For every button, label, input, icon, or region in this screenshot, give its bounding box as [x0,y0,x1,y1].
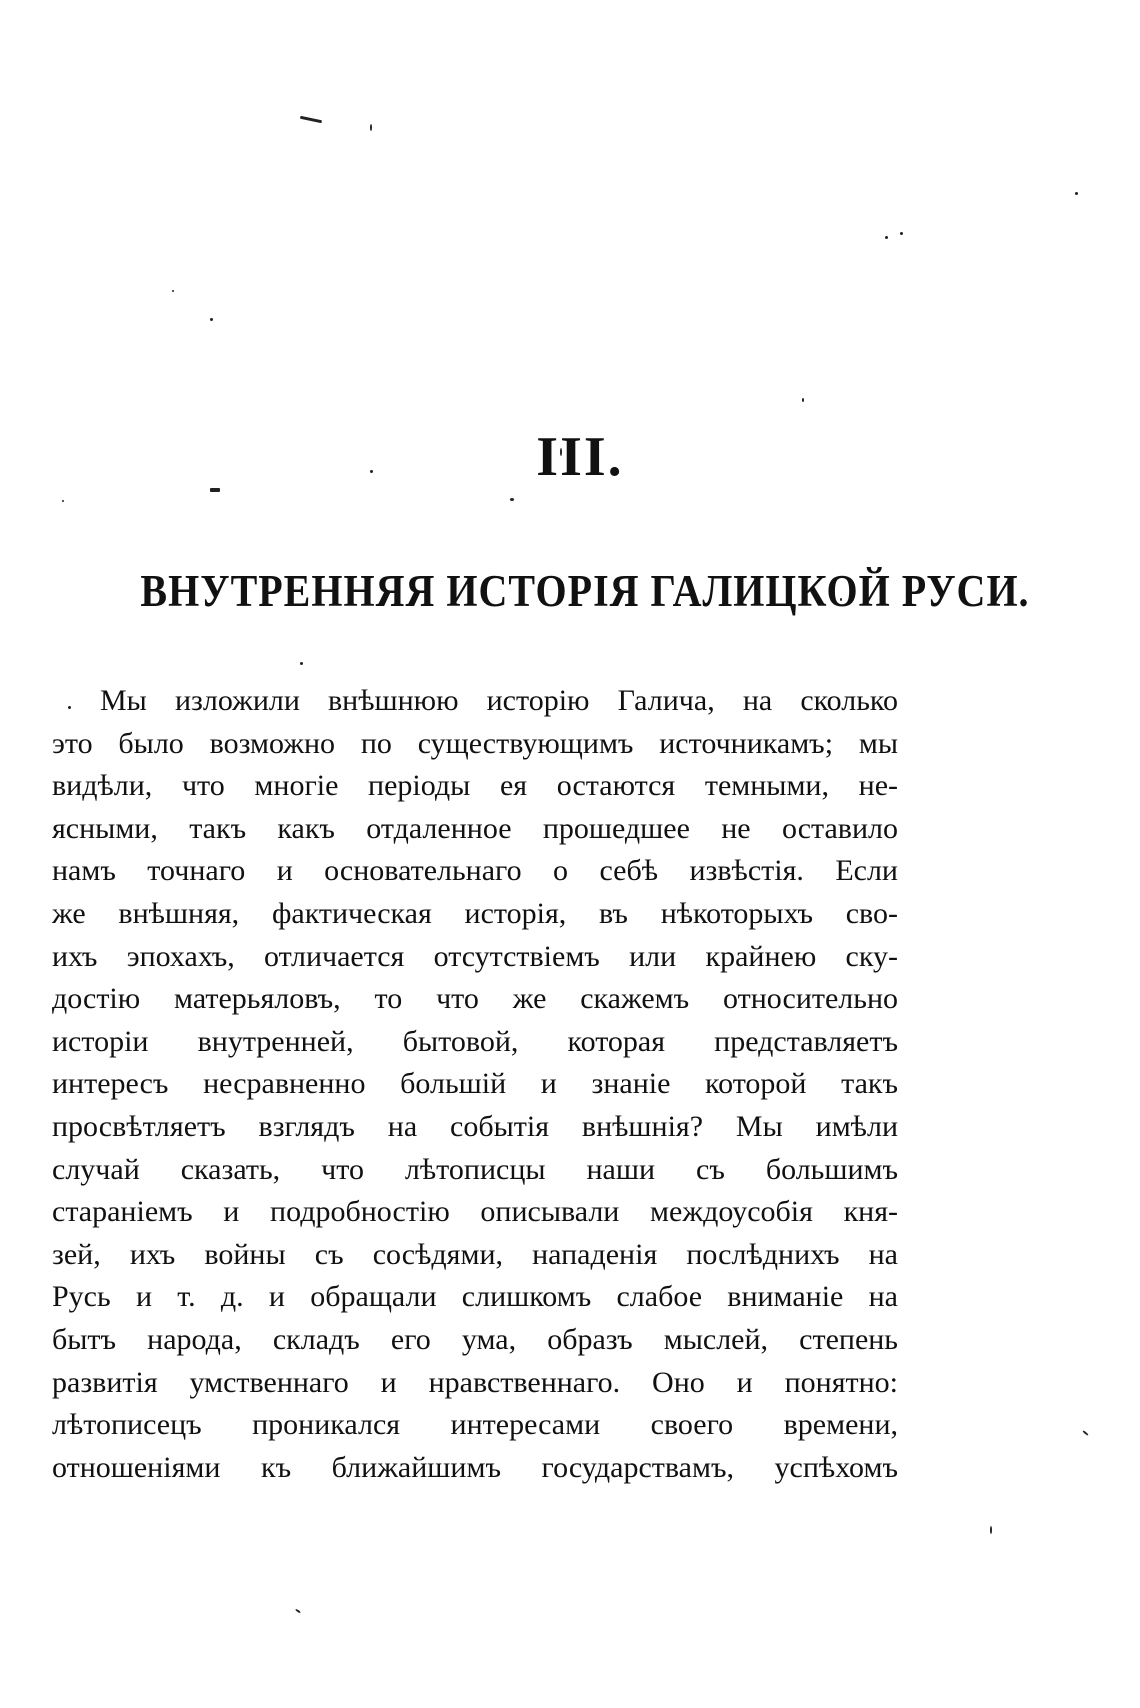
text-line: ясными, такъ какъ отдаленное прошедшее не оставило [52,811,898,845]
print-speck [300,662,303,665]
text-line: отношеніями къ ближайшимъ государствамъ, успѣхомъ [52,1450,898,1484]
text-line: зей, ихъ войны съ сосѣдями, нападенія послѣднихъ на [52,1237,898,1271]
print-speck [510,498,514,501]
chapter-number: III. [536,426,624,488]
print-speck [210,318,213,321]
text-line: просвѣтляетъ взглядъ на событія внѣшнія? Мы имѣли [52,1109,898,1143]
print-speck [802,398,804,402]
body-text [52,680,898,1489]
text-line: ихъ эпохахъ, отличается отсутствіемъ или крайнею ску- [52,939,898,973]
print-speck [370,124,372,131]
text-line: стараніемъ и подробностію описывали междоусобія кня- [52,1195,898,1229]
print-speck [900,232,903,235]
print-speck [300,116,322,124]
text-line: лѣтописецъ проникался интересами своего времени, [52,1408,898,1442]
print-speck [885,236,888,239]
print-speck [295,1608,301,1613]
text-line: же внѣшняя, фактическая исторія, въ нѣкоторыхъ сво- [52,896,898,930]
text-line: случай сказать, что лѣтописцы наши съ большимъ [52,1152,898,1186]
text-line: исторіи внутренней, бытовой, которая представляетъ [52,1024,898,1058]
print-speck [1075,192,1078,195]
text-line: Мы изложили внѣшнюю исторію Галича, на сколько [100,684,898,717]
text-line: это было возможно по существующимъ источникамъ; мы [52,726,898,760]
print-speck [172,290,174,292]
chapter-title: ВНУТРЕННЯЯ ИСТОРІЯ ГАЛИЦКОЙ РУСИ. [140,564,1030,617]
print-speck [1082,1430,1089,1436]
text-line: Русь и т. д. и обращали слишкомъ слабое вниманіе на [52,1280,898,1314]
print-speck [990,1526,992,1534]
print-speck [62,500,64,502]
text-line: достію матерьяловъ, то что же скажемъ относительно [52,982,898,1016]
text-line: намъ точнаго и основательнаго о себѣ извѣстія. Если [52,854,898,888]
text-line: интересъ несравненно большій и знаніе которой такъ [52,1067,898,1101]
text-line: развитія умственнаго и нравственнаго. Оно и понятно: [52,1365,898,1399]
text-line: видѣли, что многіе періоды ея остаются темными, не- [52,769,898,803]
text-line: бытъ народа, складъ его ума, образъ мыслей, степень [52,1322,898,1356]
